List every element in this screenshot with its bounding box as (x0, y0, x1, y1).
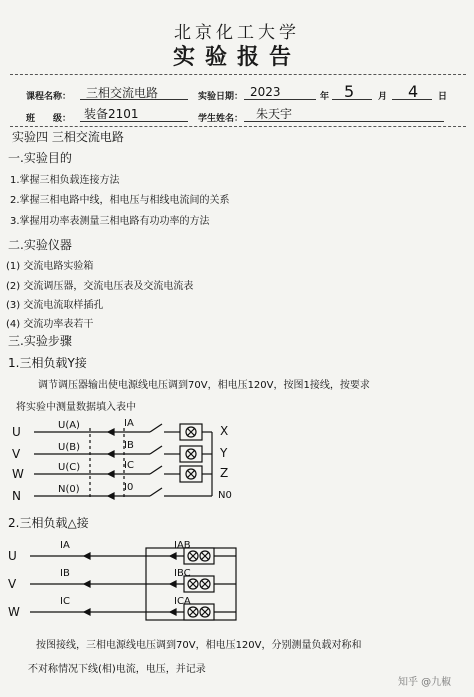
course-value: 三相交流电路 (86, 86, 159, 100)
y-out-z: Z (220, 466, 229, 480)
y-current-n: I0 (124, 482, 134, 493)
d-line-b: IB (60, 568, 70, 579)
class-label: 班 级： (26, 114, 72, 124)
day-unit: 日 (438, 92, 448, 102)
d-phase-v: V (8, 577, 17, 591)
purpose-item-3: 3.掌握用功率表测量三相电路有功功率的方法 (10, 216, 210, 227)
section-purpose: 一.实验目的 (8, 151, 72, 165)
step-1-title: 1.三相负载Y接 (8, 356, 87, 370)
student-label: 学生姓名： (198, 114, 244, 124)
y-current-b: IB (124, 440, 134, 451)
y-meter-u: U(A) (58, 420, 80, 431)
d-phase-w: W (8, 605, 20, 619)
step-1-text-1: 调节调压器输出使电源线电压调到70V，相电压120V，按图1接线，按要求 (38, 380, 370, 391)
d-phase-bc: IBC (174, 568, 191, 579)
course-label: 课程名称： (26, 92, 72, 102)
d-phase-ca: ICA (174, 596, 191, 607)
instrument-2: (2) 交流调压器，交流电压表及交流电流表 (6, 281, 194, 292)
experiment-heading: 实验四 三相交流电路 (12, 130, 124, 144)
y-current-a: IA (124, 418, 134, 429)
instrument-1: (1) 交流电路实验箱 (6, 261, 94, 272)
d-line-a: IA (60, 540, 70, 551)
y-out-x: X (220, 424, 229, 438)
section-steps: 三.实验步骤 (8, 334, 72, 348)
y-phase-v: V (12, 447, 21, 461)
y-meter-v: U(B) (58, 442, 80, 453)
purpose-item-2: 2.掌握三相电路中线，相电压与相线电流间的关系 (10, 195, 230, 206)
instrument-4: (4) 交流功率表若干 (6, 319, 94, 330)
year-unit: 年 (320, 92, 330, 102)
student-value: 朱天宇 (256, 107, 293, 121)
section-instruments: 二.实验仪器 (8, 238, 72, 252)
d-phase-ab: IAB (174, 540, 191, 551)
month-unit: 月 (378, 92, 388, 102)
y-neutral: N (12, 489, 21, 503)
class-value: 装备2101 (84, 107, 139, 121)
watermark: 知乎 @九椒 (398, 677, 452, 688)
y-phase-w: W (12, 467, 24, 481)
d-line-c: IC (60, 596, 70, 607)
purpose-item-1: 1.掌握三相负载连接方法 (10, 175, 120, 186)
instrument-3: (3) 交流电流取样插孔 (6, 300, 104, 311)
date-day: 4 (408, 82, 419, 101)
y-out-n: N0 (218, 490, 232, 501)
date-label: 实验日期： (198, 92, 244, 102)
y-current-c: IC (124, 460, 134, 471)
date-year: 2023 (250, 85, 281, 99)
step-2-text-2: 不对称情况下线(相)电流，电压，并记录 (28, 664, 206, 675)
date-month: 5 (344, 82, 355, 101)
y-meter-w: U(C) (58, 462, 81, 473)
d-phase-u: U (8, 549, 17, 563)
school-name: 北京化工大学 (174, 23, 300, 43)
step-2-title: 2.三相负载△接 (8, 516, 89, 530)
y-phase-u: U (12, 425, 21, 439)
step-1-text-2: 将实验中测量数据填入表中 (16, 402, 136, 413)
report-title: 实验报告 (172, 44, 301, 70)
step-2-text-1: 按图接线，三相电源线电压调到70V，相电压120V，分别测量负载对称和 (36, 640, 362, 651)
y-meter-n: N(0) (58, 484, 80, 495)
y-out-y: Y (220, 446, 228, 460)
